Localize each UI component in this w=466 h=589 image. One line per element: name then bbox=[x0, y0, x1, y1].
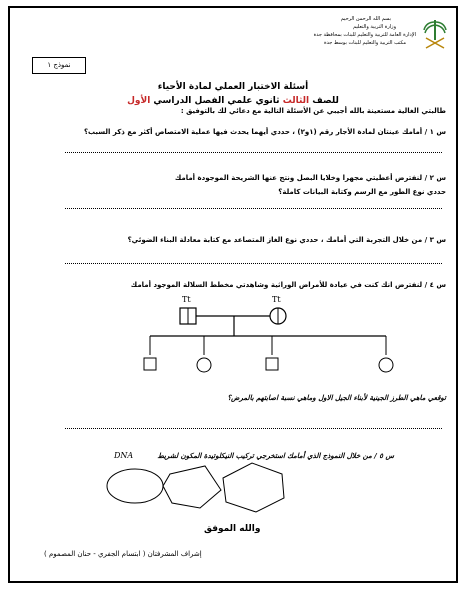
supervisors-text: إشراف المشرفتان ( ابتسام الجفري - حنان المصموم ) bbox=[44, 550, 202, 558]
question-4-followup: توقعي ماهي الطرز الجينية لأبناء الجيل الاول وماهي نسبة اصابتهم بالمرض؟ bbox=[227, 394, 446, 402]
exam-page bbox=[8, 6, 458, 583]
question-3: س ٣ / من خلال التجربة التي أمامك ، حددي نوع الغاز المتصاعد مع كتابة معادلة البناء الضوئي؟ bbox=[127, 236, 446, 244]
dna-label: DNA bbox=[114, 451, 134, 460]
subtitle-grade: الثالث bbox=[282, 96, 310, 106]
question-1: س ١ / أمامك عينتان لمادة الأجار رقم (١و٢) ، حددي أيهما يحدث فيها عملية الامتصاص أكثر مع ذكر السبب؟ bbox=[83, 128, 446, 136]
subtitle-term: الأول bbox=[127, 96, 151, 106]
question-4: س ٤ / لنفترض انك كنت في عيادة للأمراض الوراثية وشاهدتي مخطط السلالة الموجود أمامك bbox=[130, 281, 446, 289]
ministry-name: وزارة التربية والتعليم bbox=[353, 24, 396, 30]
base-hexagon bbox=[223, 463, 284, 512]
subtitle-middle: ثانوي علمي الفصل الدراسي bbox=[150, 96, 283, 106]
question-2-followup: حددي نوع الطور مع الرسم وكتابة البيانات كاملة؟ bbox=[278, 188, 446, 196]
subtitle-prefix: للصف bbox=[309, 96, 339, 106]
directorate-name: الإدارة العامة للتربية والتعليم للبنات بمحافظة جدة bbox=[313, 32, 416, 38]
closing-text: والله الموفق bbox=[204, 524, 261, 534]
question-5: س ٥ / من خلال النموذج الذي أمامك استخرجي تركيب النيكلوتيدة المكون لشريط bbox=[157, 452, 394, 460]
exam-title: أسئلة الاختبار العملي لمادة الأحياء bbox=[157, 82, 309, 92]
mother-genotype: Tt bbox=[272, 295, 281, 304]
intro-text: طالبتي الغالية مستعينة بالله أجيبي عن الأسئلة التالية مع دعائي لك بالتوفيق : bbox=[180, 107, 446, 115]
model-number-box: نموذج ١ bbox=[32, 57, 86, 74]
father-genotype: Tt bbox=[182, 295, 191, 304]
office-name: مكتب التربية والتعليم للبنات بوسط جدة bbox=[324, 40, 406, 46]
basmala: بسم الله الرحمن الرحيم bbox=[340, 16, 391, 22]
sugar-pentagon bbox=[163, 466, 221, 508]
question-2: س ٢ / لنفترض أعطيتي مجهرا وخلايا البصل ونتج عنها الشريحة الموجودة أمامك bbox=[174, 174, 446, 182]
nucleotide-model bbox=[10, 8, 460, 585]
phosphate-ellipse bbox=[107, 469, 163, 503]
